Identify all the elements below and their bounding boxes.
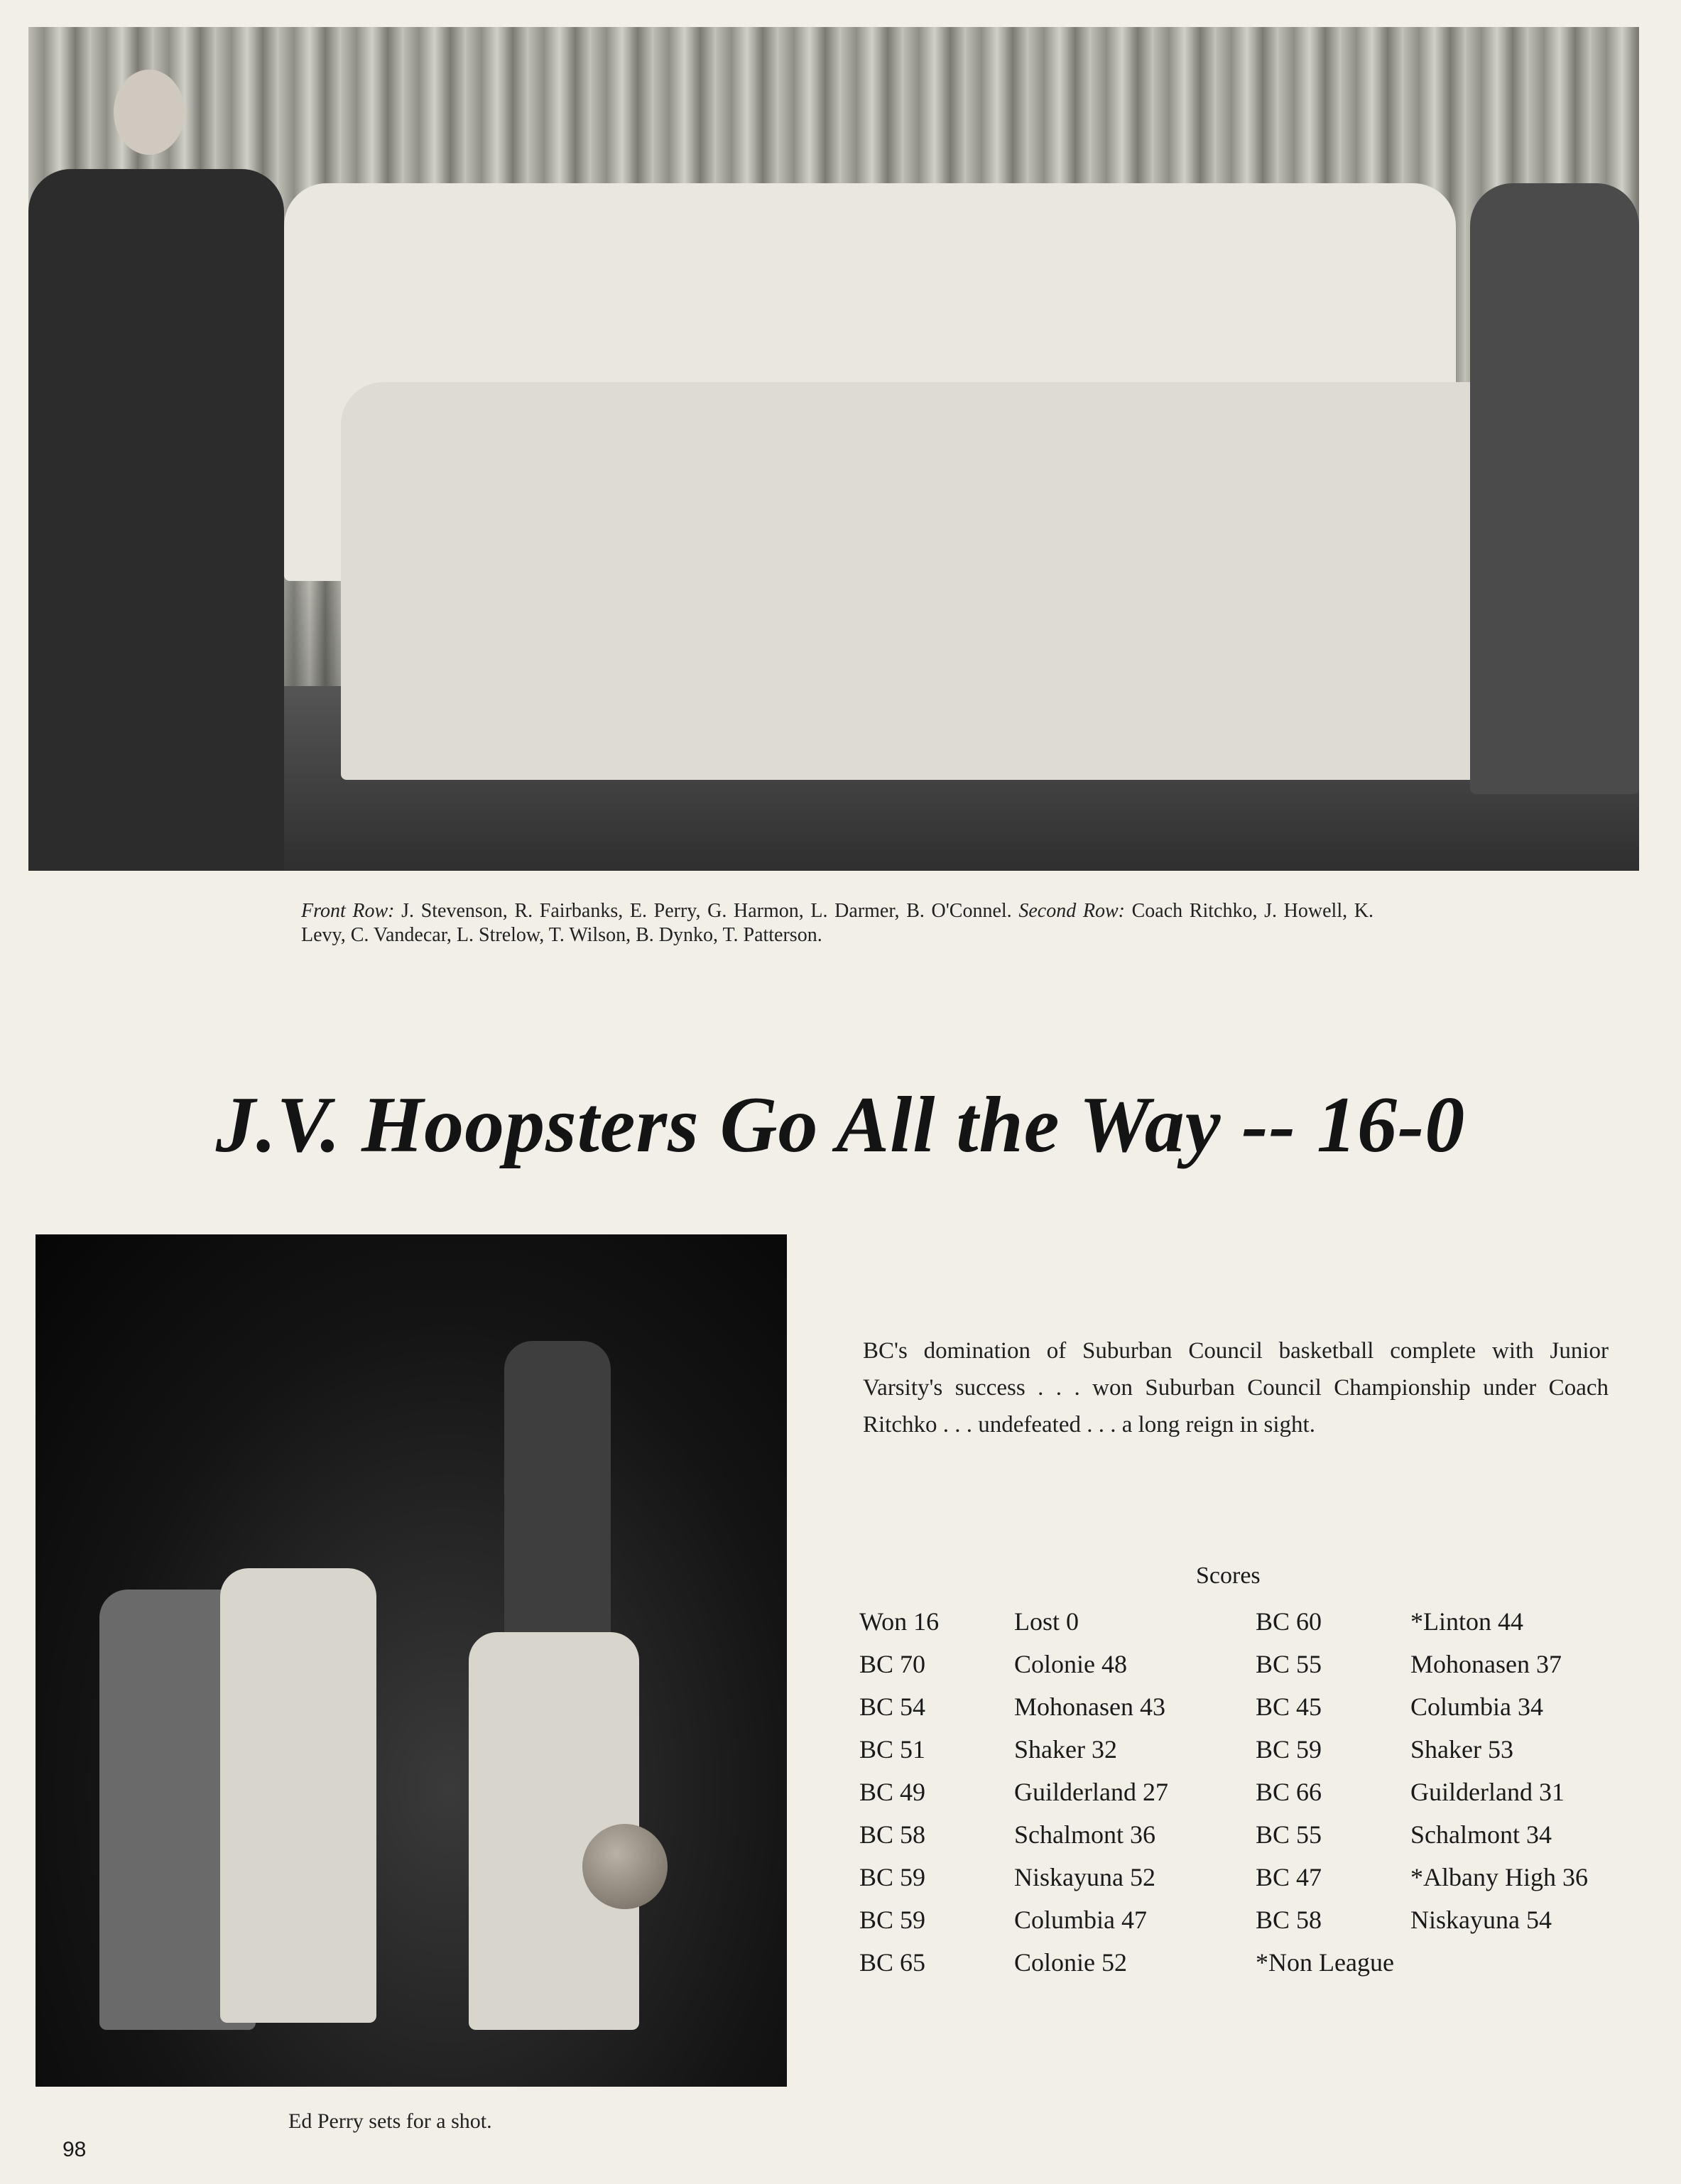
score-cell: Colonie 52 [1014, 1948, 1127, 1977]
score-cell: BC 55 [1256, 1820, 1322, 1849]
scores-row [859, 1607, 1648, 1649]
game-photo-caption: Ed Perry sets for a shot. [288, 2109, 492, 2133]
score-cell: BC 58 [859, 1820, 926, 1849]
page-number: 98 [62, 2138, 87, 2161]
scores-table [859, 1607, 1648, 1990]
scores-row [859, 1649, 1648, 1692]
score-cell: Schalmont 36 [1014, 1820, 1155, 1849]
score-cell: *Albany High 36 [1410, 1863, 1588, 1891]
score-cell: BC 59 [1256, 1735, 1322, 1764]
score-cell: BC 65 [859, 1948, 926, 1977]
score-cell: Niskayuna 54 [1410, 1906, 1552, 1934]
scores-row [859, 1947, 1648, 1990]
basketball [582, 1824, 668, 1909]
score-cell: BC 55 [1256, 1650, 1322, 1678]
score-cell: BC 70 [859, 1650, 926, 1678]
score-cell: BC 59 [859, 1863, 926, 1891]
scores-row [859, 1777, 1648, 1820]
score-cell: Columbia 47 [1014, 1906, 1147, 1934]
team-photo-caption [301, 899, 1373, 947]
coach-figure [28, 169, 284, 871]
scores-row [859, 1692, 1648, 1734]
score-cell: BC 45 [1256, 1693, 1322, 1721]
second-row-names: Coach Ritchko, J. Howell, K. Levy, C. Vandecar, L. Strelow, T. Wilson, B. Dynko, T. Patterson. [301, 900, 1373, 946]
front-row-label: Front Row: [301, 900, 395, 922]
score-cell: BC 59 [859, 1906, 926, 1934]
score-cell [1410, 1947, 1648, 1990]
score-cell: Columbia 34 [1410, 1693, 1543, 1721]
scores-title: Scores [1196, 1563, 1261, 1589]
page-headline: J.V. Hoopsters Go All the Way -- 16-0 [215, 1081, 1466, 1169]
score-cell: Guilderland 27 [1014, 1778, 1168, 1806]
game-action-photo [36, 1234, 787, 2087]
score-cell: Shaker 32 [1014, 1735, 1117, 1764]
article-body: BC's domination of Suburban Council basketball complete with Junior Varsity's success . . . won Suburban Council Championship under Coach Ritchko . . . undefeated . . . a long reign in sight. [863, 1338, 1609, 1438]
scores-row [859, 1734, 1648, 1777]
score-cell: BC 54 [859, 1693, 926, 1721]
score-cell: Lost 0 [1014, 1607, 1079, 1636]
front-row-players [341, 382, 1520, 780]
jumping-player [504, 1341, 611, 1653]
score-cell: BC 51 [859, 1735, 926, 1764]
score-cell: BC 66 [1256, 1778, 1322, 1806]
scores-row [859, 1862, 1648, 1905]
second-row-label: Second Row: [1018, 900, 1125, 922]
scores-row [859, 1820, 1648, 1862]
score-cell: Shaker 53 [1410, 1735, 1513, 1764]
score-cell: BC 47 [1256, 1863, 1322, 1891]
score-cell: Niskayuna 52 [1014, 1863, 1155, 1891]
coach-head [114, 70, 185, 155]
score-cell: BC 58 [1256, 1906, 1322, 1934]
score-cell: *Linton 44 [1410, 1607, 1523, 1636]
score-cell: Schalmont 34 [1410, 1820, 1552, 1849]
manager-figure [1470, 183, 1639, 794]
score-cell: Guilderland 31 [1410, 1778, 1565, 1806]
score-cell: Colonie 48 [1014, 1650, 1127, 1678]
score-cell: Mohonasen 37 [1410, 1650, 1562, 1678]
score-cell: Mohonasen 43 [1014, 1693, 1165, 1721]
team-photo [28, 27, 1639, 871]
score-cell: BC 60 [1256, 1607, 1322, 1636]
score-cell: *Non League [1256, 1948, 1394, 1977]
front-row-names: J. Stevenson, R. Fairbanks, E. Perry, G. Harmon, L. Darmer, B. O'Connel. [401, 900, 1012, 922]
score-cell: Won 16 [859, 1607, 940, 1636]
scores-row [859, 1905, 1648, 1947]
score-cell: BC 49 [859, 1778, 926, 1806]
defender-middle [220, 1568, 376, 2023]
